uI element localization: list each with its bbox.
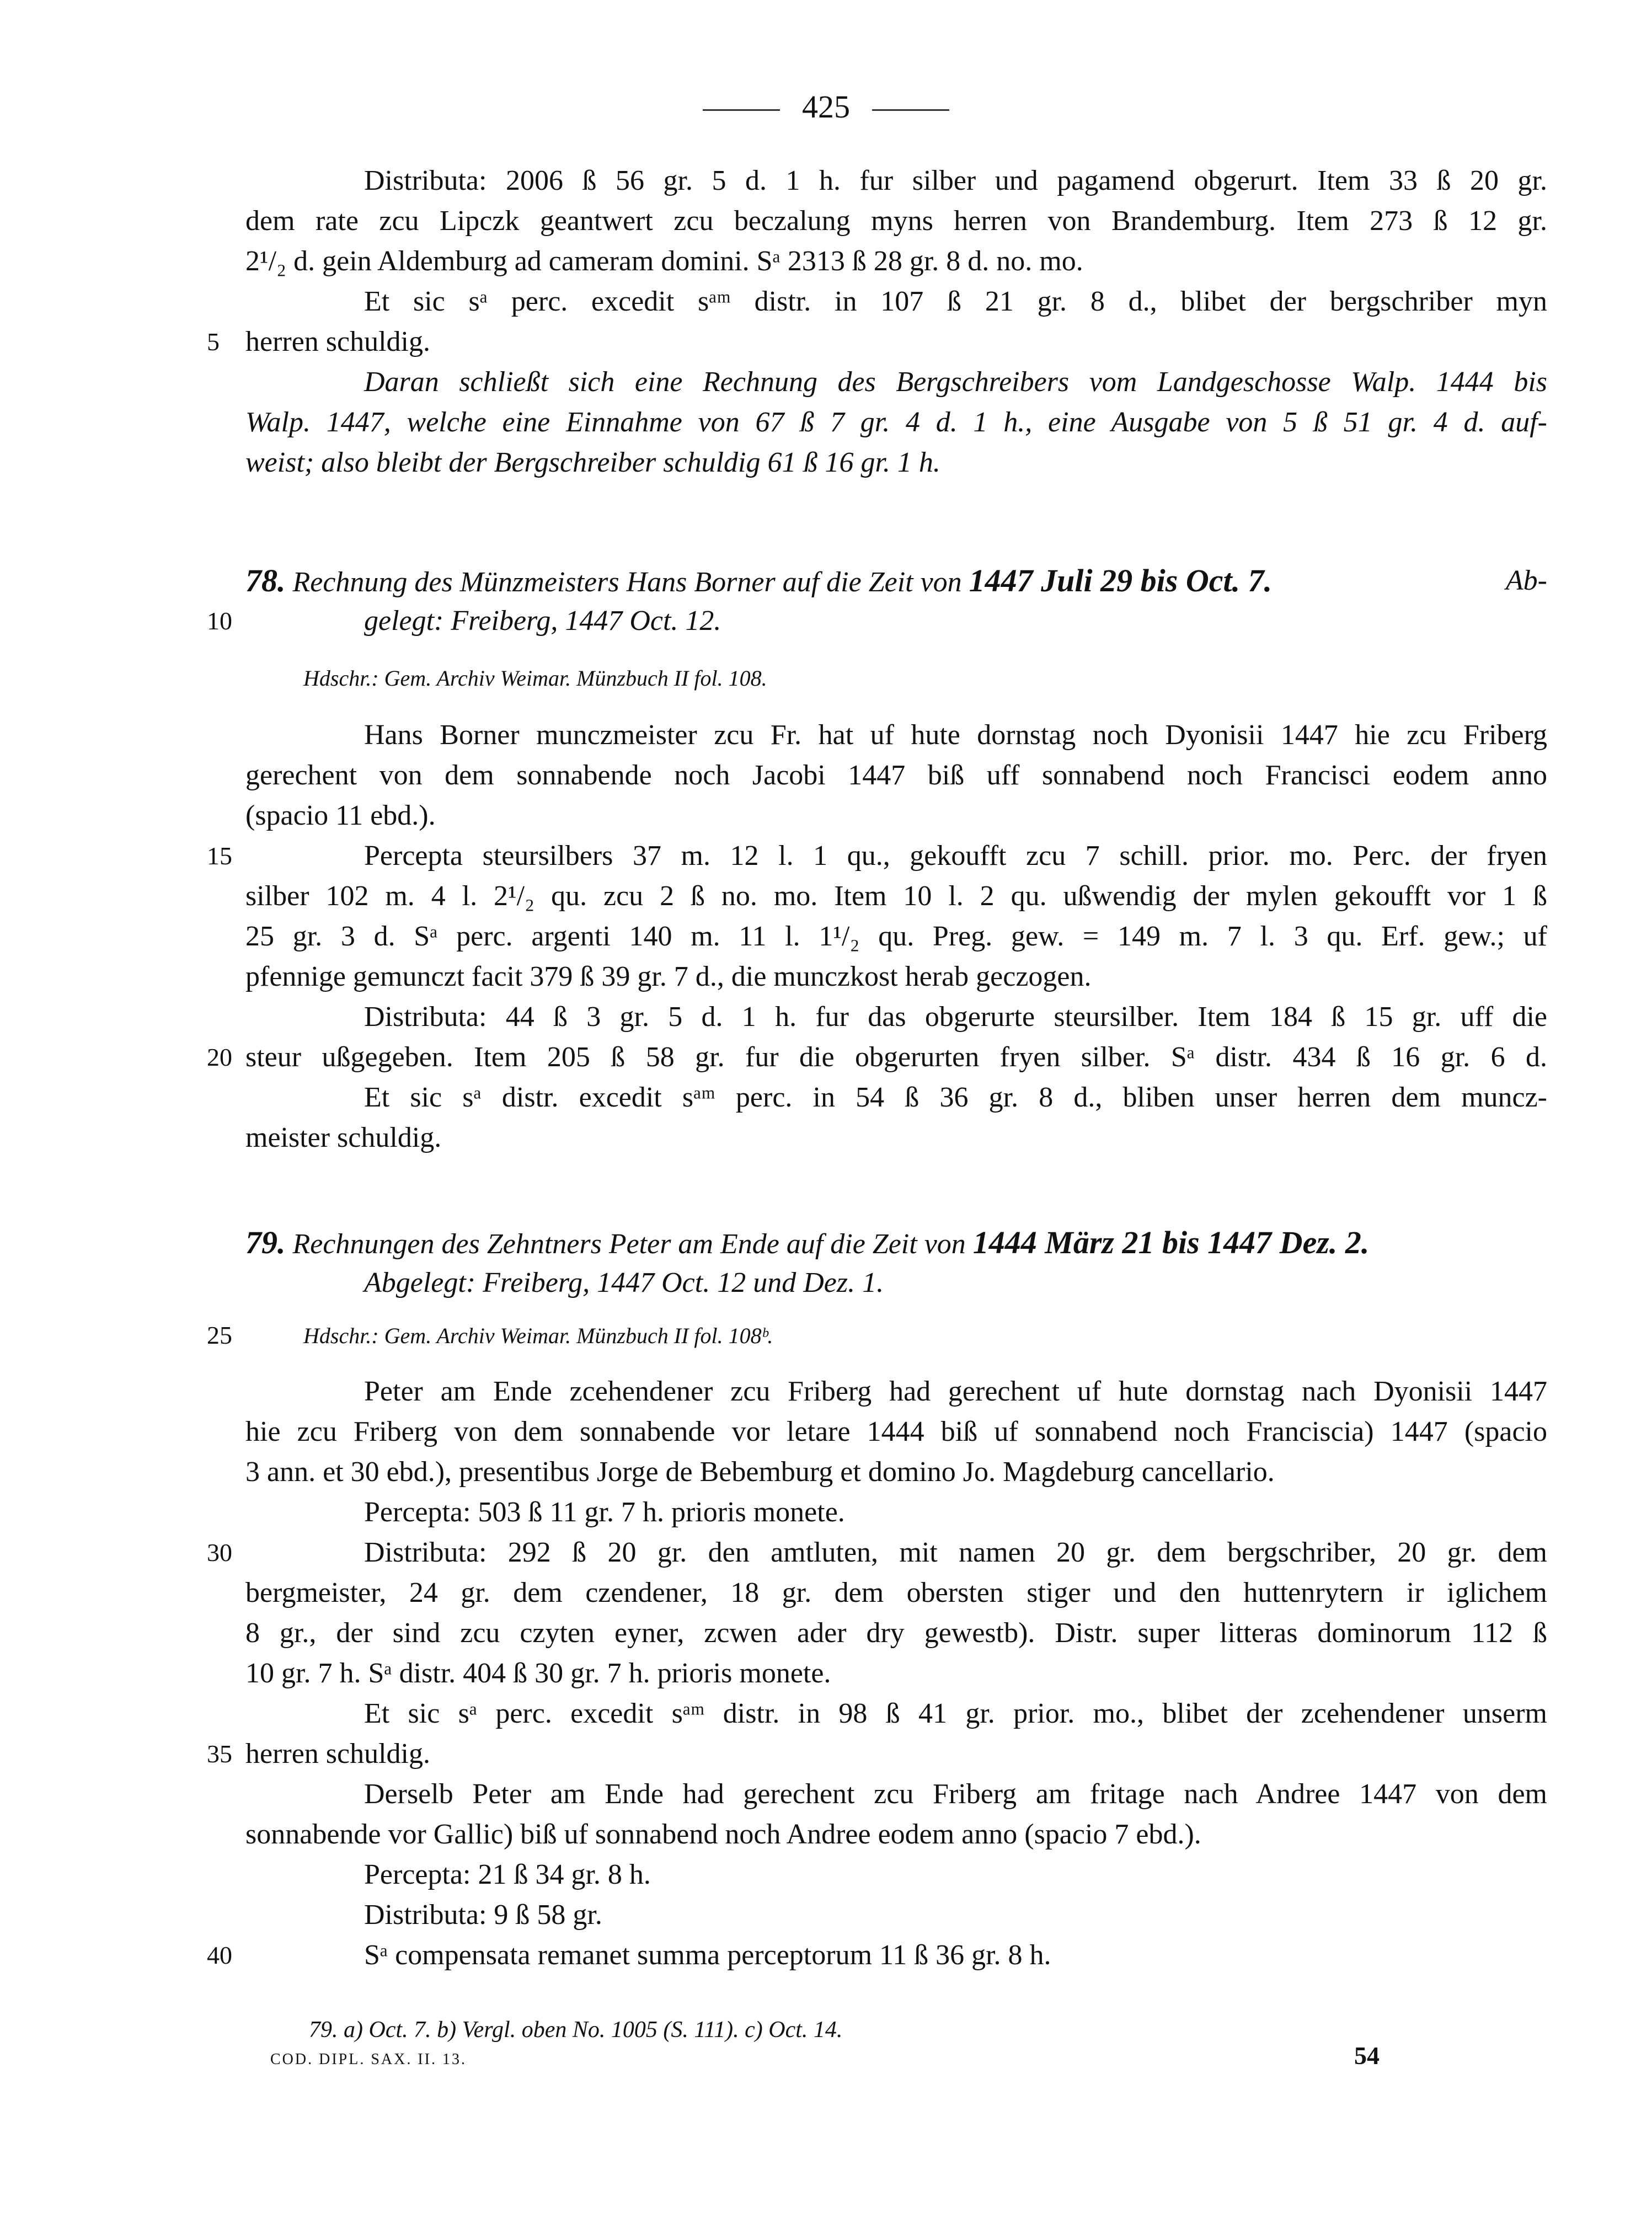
line-number: 35: [207, 1740, 232, 1768]
section-title-cont: Abgelegt: Freiberg, 1447 Oct. 12 und Dez. 1.: [364, 1267, 884, 1298]
section-dates: 1447 Juli 29 bis Oct. 7.: [969, 563, 1273, 598]
text-line: Distributa: 292 ß 20 gr. den amtluten, mit namen 20 gr. dem bergschriber, 20 gr. dem: [364, 1537, 1547, 1568]
header-rule-right: [872, 109, 949, 111]
editorial-note: Daran schließt sich eine Rechnung des Bergschreibers vom Landgeschosse Walp. 1444 bis: [364, 366, 1547, 398]
section-number: 79.: [245, 1225, 286, 1260]
line-number: 5: [207, 328, 220, 356]
text-line: Et sic sᵃ perc. excedit sᵃᵐ distr. in 98 ß 41 gr. prior. mo., blibet der zcehendener unserm: [364, 1698, 1547, 1729]
section-title: Rechnungen des Zehntners Peter am Ende auf die Zeit von: [292, 1228, 966, 1260]
text-line: 2¹/₂ d. gein Aldemburg ad cameram domini. Sᵃ 2313 ß 28 gr. 8 d. no. mo.: [245, 245, 1083, 277]
text-line: bergmeister, 24 gr. dem czendener, 18 gr. dem obersten stiger und den huttenrytern ir iglichem: [245, 1577, 1547, 1608]
text-line: hie zcu Friberg von dem sonnabende vor letare 1444 biß uf sonnabend noch Franciscia) 1447 (spacio: [245, 1416, 1547, 1447]
text-line: Distributa: 44 ß 3 gr. 5 d. 1 h. fur das obgerurte steursilber. Item 184 ß 15 gr. uff die: [364, 1001, 1547, 1033]
signature-mark: COD. DIPL. SAX. II. 13.: [270, 2051, 467, 2068]
text-line: 3 ann. et 30 ebd.), presentibus Jorge de Bebemburg et domino Jo. Magdeburg cancellario.: [245, 1456, 1275, 1488]
text-line: Peter am Ende zcehendener zcu Friberg had gerechent uf hute dornstag nach Dyonisii 1447: [364, 1376, 1547, 1407]
text-line: Sᵃ compensata remanet summa perceptorum 11 ß 36 gr. 8 h.: [364, 1939, 1051, 1971]
text-line: herren schuldig.: [245, 1738, 431, 1770]
text-line: gerechent von dem sonnabende noch Jacobi 1447 biß uff sonnabend noch Francisci eodem anno: [245, 760, 1547, 791]
text-line: meister schuldig.: [245, 1122, 442, 1153]
text-line: Et sic sᵃ distr. excedit sᵃᵐ perc. in 54 ß 36 gr. 8 d., bliben unser herren dem muncz-: [364, 1082, 1547, 1113]
source-reference: Hdschr.: Gem. Archiv Weimar. Münzbuch II fol. 108ᵇ.: [303, 1323, 773, 1348]
section-dates: 1444 März 21 bis 1447 Dez. 2.: [972, 1225, 1370, 1260]
editorial-note: Walp. 1447, welche eine Einnahme von 67 ß 7 gr. 4 d. 1 h., eine Ausgabe von 5 ß 51 gr. 4 d. auf-: [245, 407, 1547, 438]
text-line: herren schuldig.: [245, 326, 431, 357]
section-title-cont: gelegt: Freiberg, 1447 Oct. 12.: [364, 605, 721, 637]
page-number: 425: [802, 89, 850, 125]
page-header: [0, 88, 1652, 125]
line-number: 20: [207, 1043, 232, 1071]
line-number: 40: [207, 1941, 232, 1969]
text-line: pfennige gemunczt facit 379 ß 39 gr. 7 d., die munczkost herab geczogen.: [245, 961, 1092, 992]
sheet-number: 54: [1354, 2041, 1380, 2070]
line-number: 25: [207, 1321, 232, 1349]
text-line: 10 gr. 7 h. Sᵃ distr. 404 ß 30 gr. 7 h. prioris monete.: [245, 1658, 831, 1689]
section-78-heading: [245, 563, 1547, 601]
line-number: 10: [207, 607, 232, 635]
line-number: 30: [207, 1538, 232, 1567]
text-line: (spacio 11 ebd.).: [245, 800, 436, 831]
text-line: 8 gr., der sind zcu czyten eyner, zcwen ader dry gewestb). Distr. super litteras dominorum 112 ß: [245, 1617, 1547, 1649]
text-line: steur ußgegeben. Item 205 ß 58 gr. fur die obgerurten fryen silber. Sᵃ distr. 434 ß 16 gr. 6 d.: [245, 1041, 1547, 1073]
text-line: silber 102 m. 4 l. 2¹/₂ qu. zcu 2 ß no. mo. Item 10 l. 2 qu. ußwendig der mylen gekoufft vor 1 ß: [245, 880, 1547, 912]
section-number: 78.: [245, 563, 286, 598]
section-79-heading: [245, 1225, 1547, 1263]
text-line: Percepta: 503 ß 11 gr. 7 h. prioris monete.: [364, 1496, 845, 1528]
line-number: 15: [207, 842, 232, 870]
text-line: sonnabende vor Gallic) biß uf sonnabend noch Andree eodem anno (spacio 7 ebd.).: [245, 1819, 1201, 1850]
section-title: Rechnung des Münzmeisters Hans Borner auf die Zeit von: [292, 566, 962, 598]
text-line: Percepta steursilbers 37 m. 12 l. 1 qu., gekoufft zcu 7 schill. prior. mo. Perc. der fryen: [364, 840, 1547, 872]
text-line: Percepta: 21 ß 34 gr. 8 h.: [364, 1859, 651, 1890]
text-line: Distributa: 9 ß 58 gr.: [364, 1899, 602, 1931]
text-line: 25 gr. 3 d. Sᵃ perc. argenti 140 m. 11 l. 1¹/₂ qu. Preg. gew. = 149 m. 7 l. 3 qu. Erf. gew.; uf: [245, 921, 1547, 952]
header-rule-left: [703, 109, 780, 111]
text-line: Hans Borner munczmeister zcu Fr. hat uf hute dornstag noch Dyonisii 1447 hie zcu Friberg: [364, 719, 1547, 751]
text-line: Et sic sᵃ perc. excedit sᵃᵐ distr. in 107 ß 21 gr. 8 d., blibet der bergschriber myn: [364, 286, 1547, 317]
source-reference: Hdschr.: Gem. Archiv Weimar. Münzbuch II fol. 108.: [303, 666, 767, 691]
footnote: 79. a) Oct. 7. b) Vergl. oben No. 1005 (S. 111). c) Oct. 14.: [309, 2017, 843, 2043]
text-line: Derselb Peter am Ende had gerechent zcu Friberg am fritage nach Andree 1447 von dem: [364, 1778, 1547, 1810]
text-line: Distributa: 2006 ß 56 gr. 5 d. 1 h. fur silber und pagamend obgerurt. Item 33 ß 20 gr.: [364, 165, 1547, 196]
editorial-note: weist; also bleibt der Bergschreiber schuldig 61 ß 16 gr. 1 h.: [245, 447, 940, 478]
text-line: dem rate zcu Lipczk geantwert zcu beczalung myns herren von Brandemburg. Item 273 ß 12 gr.: [245, 205, 1547, 237]
section-title-end: Ab-: [1505, 565, 1547, 596]
